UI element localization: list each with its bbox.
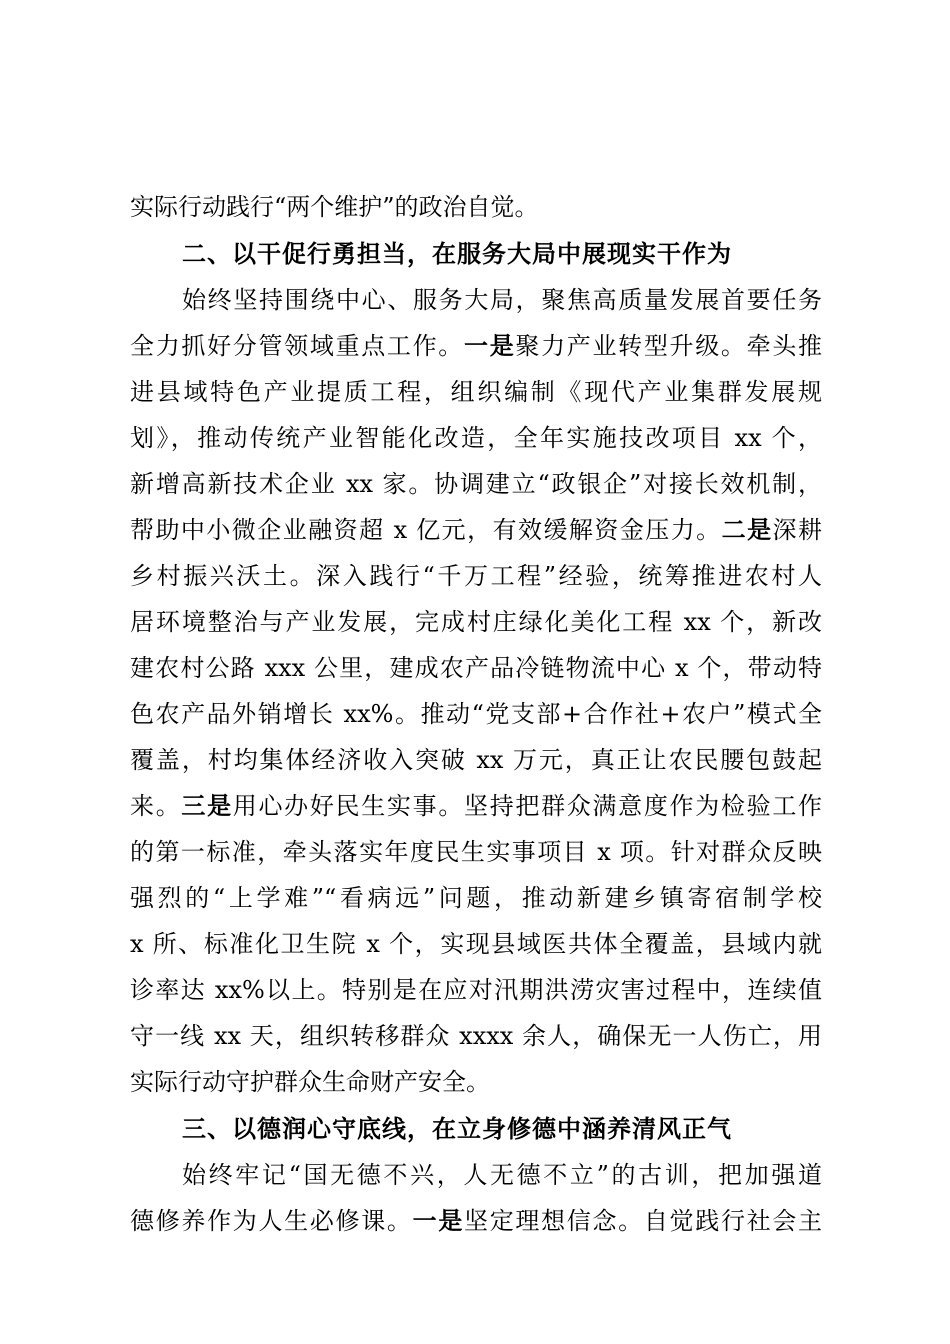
text-run: 聚力产业转型升级。牵头推 [515,332,823,360]
paragraph-line-10: 居环境整治与产业发展，完成村庄绿化美化工程 xx 个，新改 [130,608,822,636]
paragraph-line-13: 覆盖，村均集体经济收入突破 xx 万元，真正让农民腰包鼓起 [130,746,822,774]
paragraph-line-7: 新增高新技术企业 xx 家。协调建立“政银企”对接长效机制， [130,470,822,498]
text-run: 全力抓好分管领域重点工作。 [130,332,464,360]
paragraph-line-23 [130,1198,822,1244]
paragraph-line-22: 始终牢记“国无德不兴，人无德不立”的古训，把加强道 [182,1161,822,1189]
paragraph-line-8 [130,507,822,553]
text-run: 德修养作为人生必修课。 [130,1207,413,1235]
paragraph-line-18: 诊率达 xx%以上。特别是在应对汛期洪涝灾害过程中，连续值 [130,976,822,1004]
paragraph-line-20: 实际行动守护群众生命财产安全。 [130,1068,490,1096]
paragraph-line-17: x 所、标准化卫生院 x 个，实现县域医共体全覆盖，县域内就 [130,930,822,958]
text-run: 坚定理想信念。自觉践行社会主 [464,1207,823,1235]
section-heading-2: 二、以干促行勇担当，在服务大局中展现实干作为 [182,239,732,268]
paragraph-line-19: 守一线 xx 天，组织转移群众 xxxx 余人，确保无一人伤亡，用 [130,1022,822,1050]
paragraph-line-4 [130,323,822,369]
paragraph-line-11: 建农村公路 xxx 公里，建成农产品冷链物流中心 x 个，带动特 [130,654,822,682]
text-run: 来。 [130,792,182,820]
bold-marker: 三是 [181,791,233,820]
paragraph-line-9: 乡村振兴沃土。深入践行“千万工程”经验，统筹推进农村人 [130,562,822,590]
text-run: 深耕 [772,516,822,544]
text-run: 用心办好民生实事。坚持把群众满意度作为检验工作 [232,792,823,820]
paragraph-line-12: 色农产品外销增长 xx%。推动“党支部+合作社+农户”模式全 [130,700,822,728]
paragraph-line-14 [130,783,822,829]
paragraph-line-16: 强烈的“上学难”“看病远”问题，推动新建乡镇寄宿制学校 [130,884,822,912]
bold-marker: 一是 [412,1206,465,1235]
paragraph-line-1: 实际行动践行“两个维护”的政治自觉。 [130,193,539,221]
paragraph-line-6: 划》，推动传统产业智能化改造，全年实施技改项目 xx 个， [130,424,822,452]
paragraph-line-3: 始终坚持围绕中心、服务大局，聚焦高质量发展首要任务 [182,286,822,314]
bold-marker: 二是 [721,515,773,544]
section-heading-3: 三、以德润心守底线，在立身修德中涵养清风正气 [182,1114,732,1143]
paragraph-line-5: 进县域特色产业提质工程，组织编制《现代产业集群发展规 [130,378,822,406]
bold-marker: 一是 [464,331,516,360]
text-run: 帮助中小微企业融资超 x 亿元，有效缓解资金压力。 [130,516,722,544]
paragraph-line-15: 的第一标准，牵头落实年度民生实事项目 x 项。针对群众反映 [130,838,822,866]
